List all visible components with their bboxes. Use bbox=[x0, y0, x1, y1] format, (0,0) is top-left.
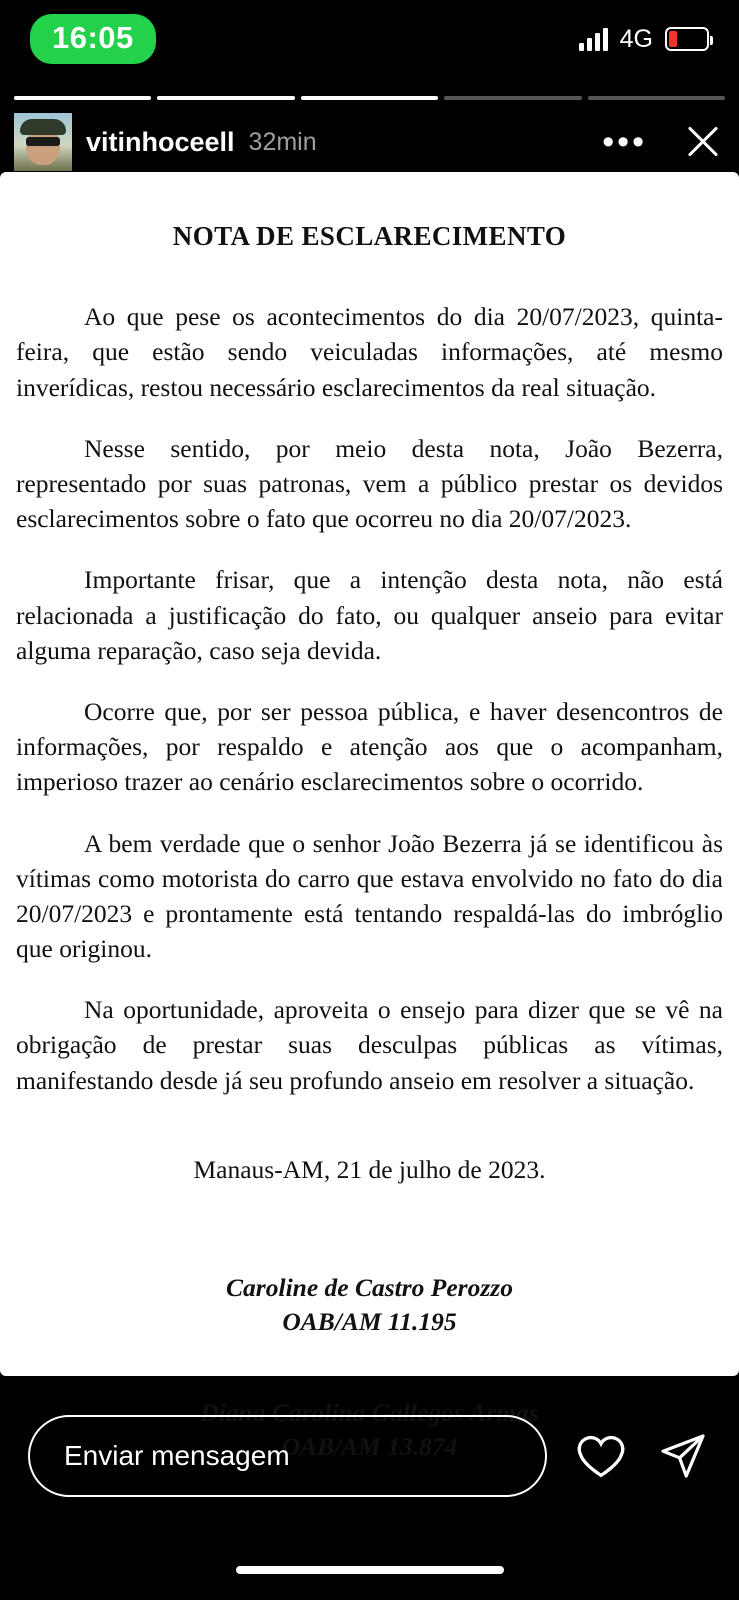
heart-icon[interactable] bbox=[573, 1428, 629, 1484]
message-input[interactable] bbox=[28, 1415, 547, 1497]
status-bar bbox=[0, 0, 739, 78]
close-icon[interactable] bbox=[681, 120, 725, 164]
story-progress-segment[interactable] bbox=[157, 96, 294, 100]
signature-registration: OAB/AM 11.195 bbox=[282, 1307, 457, 1337]
signature-name: Diana Carolina Gallegos Armas bbox=[200, 1397, 539, 1427]
home-indicator bbox=[236, 1566, 504, 1574]
story-document-image bbox=[0, 172, 739, 1462]
story-progress-segment[interactable] bbox=[14, 96, 151, 100]
document-paragraph: Ao que pese os acontecimentos do dia 20/07/2023, quinta-feira, que estão sendo veiculadas informações, até mesmo inverídicas, restou necessário esclarecimentos da real situação. bbox=[16, 302, 723, 402]
document-paragraph: Ocorre que, por ser pessoa pública, e haver desencontros de informações, por respaldo e atenção aos que o acompanham, imperioso trazer ao cenário esclarecimentos sobre o ocorrido. bbox=[16, 696, 723, 797]
story-progress-bars bbox=[14, 96, 725, 100]
story-progress-segment[interactable] bbox=[444, 96, 581, 100]
document-place-date: Manaus-AM, 21 de julho de 2023. bbox=[193, 1154, 546, 1184]
story-progress-segment[interactable] bbox=[588, 96, 725, 100]
more-options-icon[interactable]: ••• bbox=[602, 123, 647, 161]
story-reply-bar bbox=[0, 1404, 739, 1508]
signature-registration: OAB/AM 13.874 bbox=[281, 1432, 458, 1462]
signature-name: Caroline de Castro Perozzo bbox=[226, 1273, 513, 1302]
status-clock: 16:05 bbox=[30, 14, 156, 64]
paper-plane-icon[interactable] bbox=[655, 1428, 711, 1484]
signal-strength-icon bbox=[579, 27, 608, 51]
battery-icon bbox=[665, 27, 709, 51]
story-header bbox=[14, 112, 725, 172]
document-paragraph: A bem verdade que o senhor João Bezerra já se identificou às vítimas como motorista do carro que estava envolvido no fato do dia 20/07/2023 e prontamente está tentando respaldá-las do imbróglio que originou. bbox=[16, 828, 723, 964]
document-title: NOTA DE ESCLARECIMENTO bbox=[172, 221, 567, 251]
network-type-label: 4G bbox=[619, 24, 653, 53]
story-username[interactable]: vitinhoceell bbox=[86, 126, 235, 157]
signature-block bbox=[16, 1271, 723, 1340]
document-paragraph: Nesse sentido, por meio desta nota, João Bezerra, representado por suas patronas, vem a público prestar os devidos esclarecimentos sobre o fato que ocorreu no dia 20/07/2023. bbox=[16, 433, 723, 534]
story-progress-segment[interactable] bbox=[301, 96, 438, 100]
avatar[interactable] bbox=[14, 113, 72, 171]
document-paragraph: Importante frisar, que a intenção desta nota, não está relacionada a justificação do fato, ou qualquer anseio para evitar alguma reparação, caso seja devida. bbox=[16, 565, 723, 665]
document-paragraph: Na oportunidade, aproveita o ensejo para dizer que se vê na obrigação de prestar suas desculpas públicas as vítimas, manifestando desde já seu profundo anseio em resolver a situação. bbox=[16, 995, 723, 1095]
status-indicators bbox=[579, 25, 709, 54]
story-timestamp: 32min bbox=[248, 127, 317, 156]
